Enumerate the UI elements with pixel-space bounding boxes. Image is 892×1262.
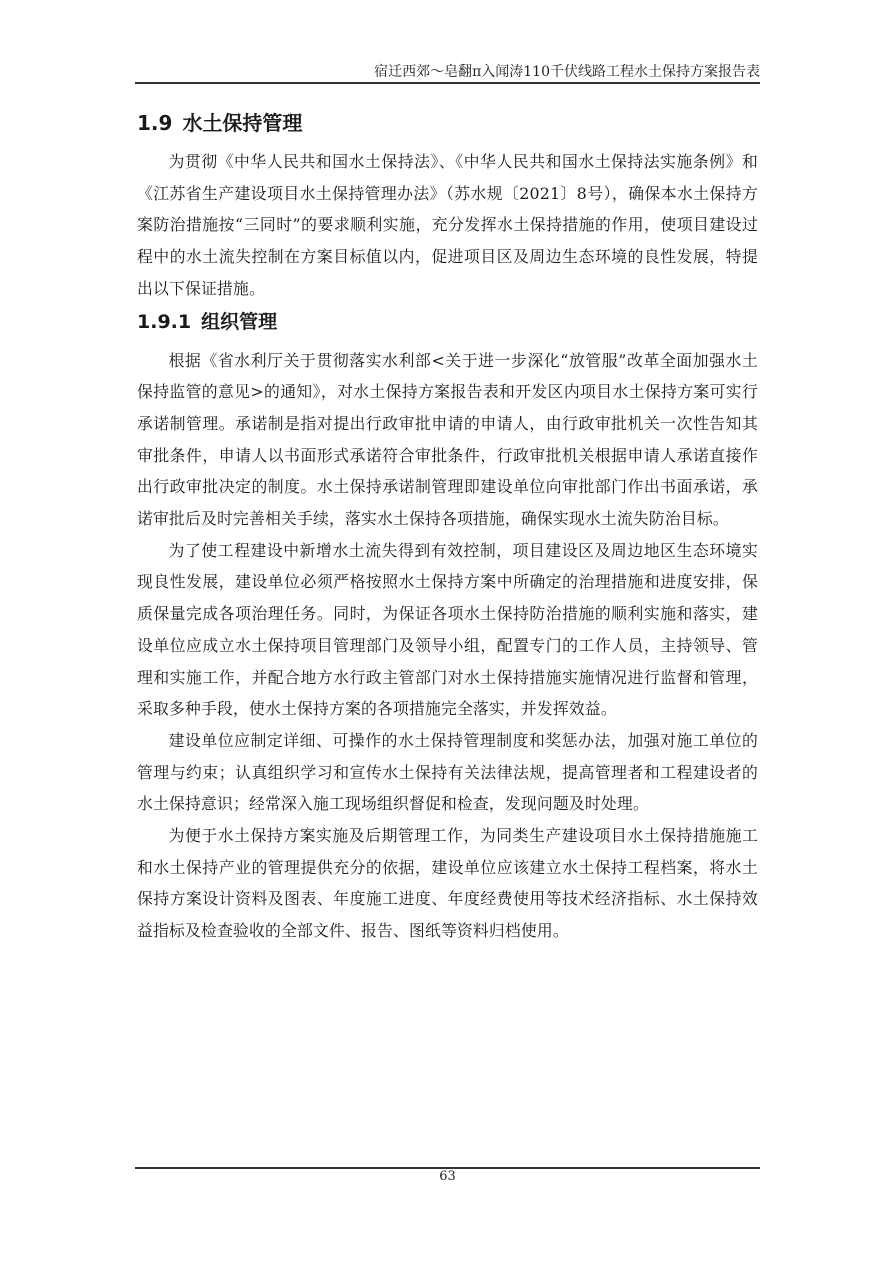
header-rule bbox=[135, 82, 760, 84]
page-number: 63 bbox=[439, 1169, 456, 1184]
section-heading bbox=[137, 104, 758, 142]
paragraph-management-department: 为了使工程建设中新增水土流失得到有效控制，项目建设区及周边地区生态环境实现良性发展，建设单位必须严格按照水土保持方案中所确定的治理措施和进度安排，保质保量完成各项治理任务。同时，为保证各项水土保持防治措施的顺利实施和落实，建设单位应成立水土保持项目管理部门及领导小组，配置专门的工作人员，主持领导、管理和实施工作，并配合地方水行政主管部门对水土保持措施实施情况进行监督和管理，采取多种手段，使水土保持方案的各项措施完全落实，并发挥效益。 bbox=[137, 540, 758, 719]
section-title: 水土保持管理 bbox=[182, 111, 303, 135]
paragraph-project-archives: 为便于水土保持方案实施及后期管理工作，为同类生产建设项目水土保持措施施工和水土保持产业的管理提供充分的依据，建设单位应该建立水土保持工程档案，将水土保持方案设计资料及图表、年度施工进度、年度经费使用等技术经济指标、水土保持效益指标及检查验收的全部文件、报告、图纸等资料归档使用。 bbox=[137, 826, 758, 941]
subsection-title: 组织管理 bbox=[201, 310, 278, 333]
subsection-heading bbox=[137, 305, 758, 345]
section-intro-paragraph: 为贯彻《中华人民共和国水土保持法》、《中华人民共和国水土保持法实施条例》和《江苏省生产建设项目水土保持管理办法》（苏水规〔2021〕8号），确保本水土保持方案防治措施按“三同时”的要求顺利实施，充分发挥水土保持措施的作用，使项目建设过程中的水土流失控制在方案目标值以内，促进项目区及周边生态环境的良性发展，特提出以下保证措施。 bbox=[137, 152, 758, 298]
paragraph-commitment-system: 根据《省水利厅关于贯彻落实水利部<关于进一步深化“放管服”改革全面加强水土保持监管的意见>的通知》，对水土保持方案报告表和开发区内项目水土保持方案可实行承诺制管理。承诺制是指对提出行政审批申请的申请人，由行政审批机关一次性告知其审批条件，申请人以书面形式承诺符合审批条件，行政审批机关根据申请人承诺直接作出行政审批决定的制度。水土保持承诺制管理即建设单位向审批部门作出书面承诺，承诺审批后及时完善相关手续，落实水土保持各项措施，确保实现水土流失防治目标。 bbox=[137, 350, 758, 529]
page-body bbox=[137, 104, 758, 947]
subsection-number: 1.9.1 bbox=[137, 310, 192, 333]
section-number: 1.9 bbox=[137, 111, 173, 135]
running-header: 宿迁西郊～皂翻π入闻涛110千伏线路工程水土保持方案报告表 bbox=[374, 64, 760, 80]
paragraph-management-rules: 建设单位应制定详细、可操作的水土保持管理制度和奖惩办法，加强对施工单位的管理与约束；认真组织学习和宣传水土保持有关法律法规，提高管理者和工程建设者的水土保持意识；经常深入施工现场组织督促和检查，发现问题及时处理。 bbox=[137, 730, 758, 814]
